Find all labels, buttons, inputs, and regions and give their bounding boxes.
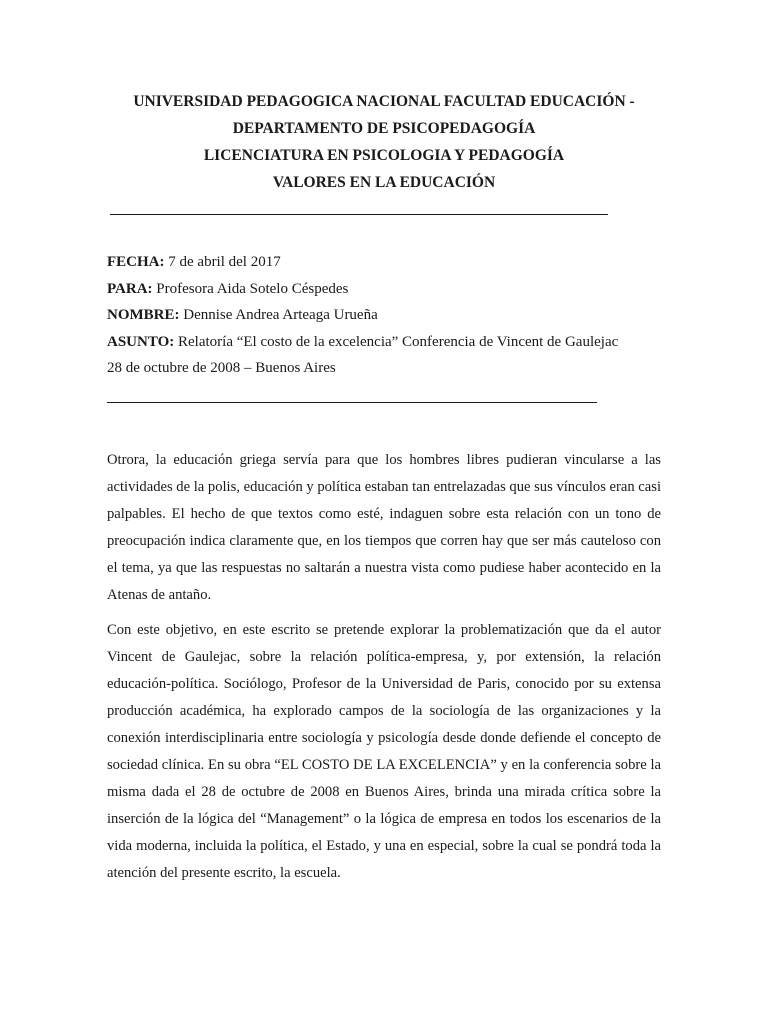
body-paragraph-1 — [107, 447, 661, 609]
memo-divider — [107, 402, 597, 403]
memo-block — [107, 249, 618, 382]
asunto-value: Relatoría “El costo de la excelencia” Conferencia de Vincent de Gaulejac — [174, 333, 619, 350]
paragraph-text: Con este objetivo, en este escrito se pretende explorar la problematización que da el autor Vincent de Gaulejac, sobre la relación política-empresa, y, por extensión, la relación educación-política. Sociólogo, Profesor de la Universidad de Paris, conocido por su extensa producción académica, ha explorado campos de la sociología de las organizaciones y la conexión interdisciplinaria entre sociología y psicología desde donde defiende el concepto de sociedad clínica. En su obra “EL COSTO DE LA EXCELENCIA” y en la conferencia sobre la misma dada el 28 de octubre de 2008 en Buenos Aires, brinda una mirada crítica sobre la inserción de la lógica del “Management” o la lógica de empresa en todos los escenarios de la vida moderna, incluida la política, el Estado, y una en especial, sobre la cual se pondrá toda la atención del presente escrito, la escuela. — [107, 622, 661, 881]
fecha-label: FECHA: — [107, 254, 165, 270]
paragraph-text: Otrora, la educación griega servía para que los hombres libres pudieran vincularse a las actividades de la polis, educación y política estaban tan entrelazadas que sus vínculos eran casi palpables. El hecho de que textos como esté, indaguen sobre esta relación con un tono de preocupación indica claramente que, en los tiempos que corren hay que ser más cauteloso con el tema, ya que las respuestas no saltarán a nuestra vista como pudiese haber acontecido en la Atenas de antaño. — [107, 452, 661, 603]
document-header — [100, 88, 668, 196]
memo-asunto-continuation: 28 de octubre de 2008 – Buenos Aires — [107, 360, 336, 376]
fecha-value: 7 de abril del 2017 — [164, 254, 281, 270]
para-label: PARA: — [107, 280, 153, 297]
header-program: LICENCIATURA EN PSICOLOGIA Y PEDAGOGÍA — [203, 147, 565, 164]
nombre-value: Dennise Andrea Arteaga Urueña — [179, 307, 378, 323]
para-value: Profesora Aida Sotelo Céspedes — [152, 280, 349, 297]
memo-fecha-row — [107, 249, 618, 276]
header-university: UNIVERSIDAD PEDAGOGICA NACIONAL FACULTAD EDUCACIÓN - — [133, 93, 635, 110]
header-course: VALORES EN LA EDUCACIÓN — [272, 174, 496, 191]
memo-asunto-row — [107, 329, 618, 356]
body-paragraph-2 — [107, 617, 661, 887]
header-divider — [110, 214, 608, 215]
memo-nombre-row — [107, 302, 618, 329]
asunto-label: ASUNTO: — [107, 333, 175, 350]
header-department: DEPARTAMENTO DE PSICOPEDAGOGÍA — [232, 120, 536, 137]
memo-para-row — [107, 276, 618, 303]
nombre-label: NOMBRE: — [107, 307, 180, 323]
